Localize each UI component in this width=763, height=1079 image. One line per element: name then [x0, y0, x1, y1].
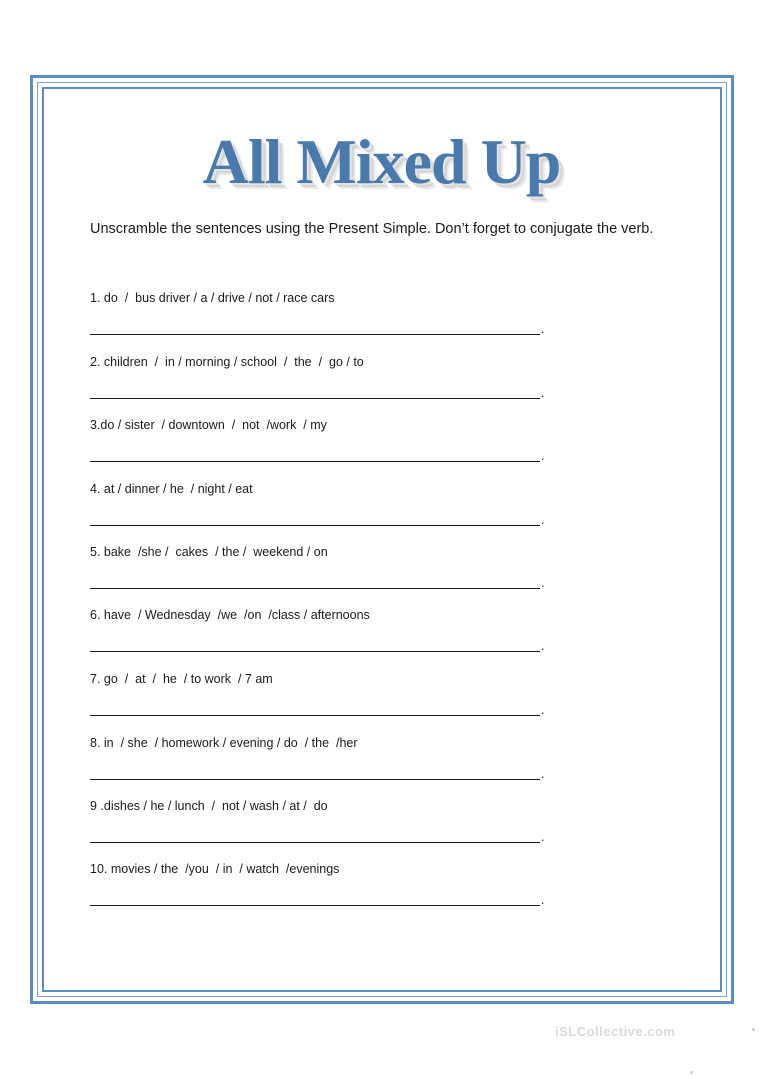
answer-line	[90, 651, 540, 652]
question-prompt: 3.do / sister / downtown / not /work / my	[90, 418, 327, 432]
question-prompt: 5. bake /she / cakes / the / weekend / on	[90, 545, 328, 559]
answer-period: .	[541, 893, 545, 907]
question-prompt: 6. have / Wednesday /we /on /class / afternoons	[90, 608, 370, 622]
question-prompt: 7. go / at / he / to work / 7 am	[90, 672, 273, 686]
decorative-dot	[690, 1071, 693, 1074]
question-prompt: 1. do / bus driver / a / drive / not / race cars	[90, 291, 335, 305]
answer-period: .	[541, 513, 545, 527]
answer-line	[90, 905, 540, 906]
watermark: iSLCollective.com	[555, 1024, 676, 1039]
answer-period: .	[541, 322, 545, 336]
answer-field[interactable]	[90, 765, 548, 781]
worksheet-instructions: Unscramble the sentences using the Present Simple. Don’t forget to conjugate the verb.	[90, 221, 654, 237]
answer-field[interactable]	[90, 511, 548, 527]
question-item	[90, 735, 560, 781]
question-item	[90, 671, 560, 717]
question-prompt: 2. children / in / morning / school / the / go / to	[90, 355, 364, 369]
question-prompt: 9 .dishes / he / lunch / not / wash / at / do	[90, 799, 328, 813]
answer-period: .	[541, 386, 545, 400]
question-item	[90, 798, 560, 844]
question-item	[90, 544, 560, 590]
question-prompt: 4. at / dinner / he / night / eat	[90, 482, 253, 496]
answer-line	[90, 334, 540, 335]
question-item	[90, 481, 560, 527]
worksheet-title: All Mixed Up	[202, 126, 561, 197]
answer-field[interactable]	[90, 891, 548, 907]
answer-line	[90, 842, 540, 843]
answer-line	[90, 715, 540, 716]
answer-field[interactable]	[90, 701, 548, 717]
answer-period: .	[541, 639, 545, 653]
answer-period: .	[541, 830, 545, 844]
answer-line	[90, 779, 540, 780]
answer-period: .	[541, 576, 545, 590]
answer-period: .	[541, 703, 545, 717]
question-item	[90, 290, 560, 336]
answer-field[interactable]	[90, 574, 548, 590]
question-item	[90, 861, 560, 907]
answer-line	[90, 461, 540, 462]
question-prompt: 10. movies / the /you / in / watch /evenings	[90, 862, 340, 876]
answer-line	[90, 525, 540, 526]
question-item	[90, 607, 560, 653]
question-prompt: 8. in / she / homework / evening / do / the /her	[90, 736, 358, 750]
question-item	[90, 417, 560, 463]
decorative-dot	[752, 1028, 755, 1031]
question-item	[90, 354, 560, 400]
answer-line	[90, 588, 540, 589]
answer-field[interactable]	[90, 384, 548, 400]
answer-line	[90, 398, 540, 399]
answer-period: .	[541, 767, 545, 781]
answer-field[interactable]	[90, 828, 548, 844]
answer-field[interactable]	[90, 637, 548, 653]
answer-field[interactable]	[90, 320, 548, 336]
answer-period: .	[541, 449, 545, 463]
answer-field[interactable]	[90, 447, 548, 463]
